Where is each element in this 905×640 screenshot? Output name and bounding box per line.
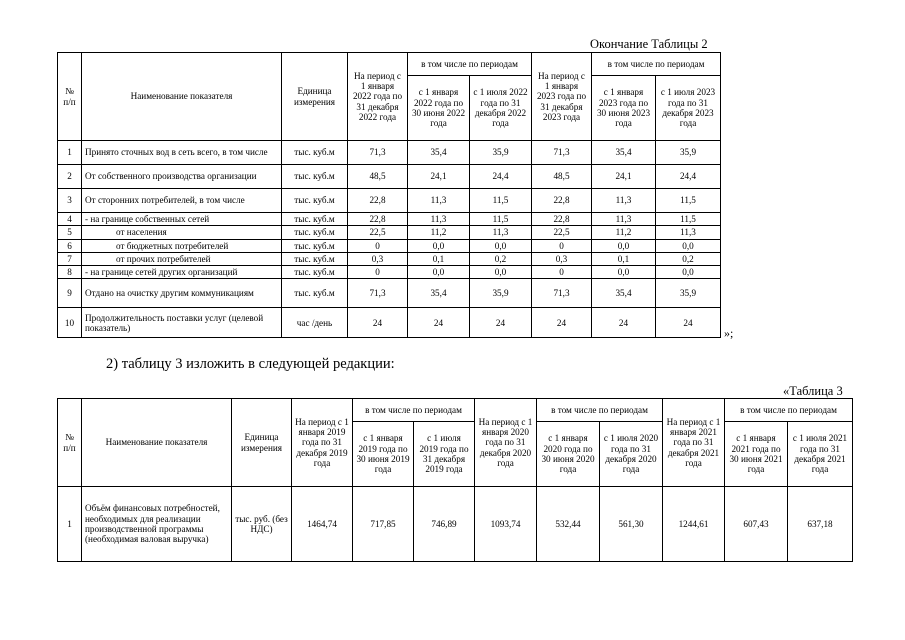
cell-value: 24 <box>532 308 592 338</box>
cell-value: 22,5 <box>348 226 408 239</box>
cell-value: 561,30 <box>600 487 663 562</box>
cell-value: 71,3 <box>348 141 408 165</box>
cell-value: 0,2 <box>656 252 721 265</box>
col-unit-header: Единица измерения <box>232 399 292 487</box>
cell-value: 35,4 <box>408 279 470 308</box>
cell-value: 24,4 <box>656 165 721 189</box>
table-row <box>58 141 721 165</box>
cell-value: 24 <box>592 308 656 338</box>
cell-value: 48,5 <box>348 165 408 189</box>
cell-value: 0,0 <box>656 266 721 279</box>
col-h1-2019-header: с 1 января 2019 года по 30 июня 2019 года <box>353 422 414 487</box>
row-unit: тыс. куб.м <box>282 266 348 279</box>
row-unit: тыс. куб.м <box>282 165 348 189</box>
cell-value: 0 <box>532 266 592 279</box>
row-name: Отдано на очистку другим коммуникациям <box>82 279 282 308</box>
row-name: от бюджетных потребителей <box>82 239 282 252</box>
row-name: - на границе сетей других организаций <box>82 266 282 279</box>
cell-value: 24,4 <box>470 165 532 189</box>
cell-value: 24,1 <box>408 165 470 189</box>
table-row <box>58 252 721 265</box>
cell-value: 11,3 <box>592 189 656 213</box>
cell-value: 0 <box>348 239 408 252</box>
cell-value: 717,85 <box>353 487 414 562</box>
row-number: 3 <box>58 189 82 213</box>
cell-value: 0,0 <box>470 266 532 279</box>
table-row <box>58 165 721 189</box>
table2-caption: Окончание Таблицы 2 <box>590 37 708 51</box>
row-name: Объём финансовых потребностей, необходимых для реализации производственной программы (необходимая валовая выручка) <box>82 487 232 562</box>
cell-value: 0,1 <box>592 252 656 265</box>
table-row <box>58 213 721 226</box>
row-number: 5 <box>58 226 82 239</box>
cell-value: 11,3 <box>470 226 532 239</box>
cell-value: 22,8 <box>532 213 592 226</box>
row-number: 2 <box>58 165 82 189</box>
col-period-2022-header: На период с 1 января 2022 года по 31 декабря 2022 года <box>348 53 408 141</box>
cell-value: 11,5 <box>470 213 532 226</box>
col-h2-2020-header: с 1 июля 2020 года по 31 декабря 2020 года <box>600 422 663 487</box>
row-number: 9 <box>58 279 82 308</box>
col-h1-2020-header: с 1 января 2020 года по 30 июня 2020 года <box>537 422 600 487</box>
col-period-2021-header: На период с 1 января 2021 года по 31 декабря 2021 года <box>663 399 725 487</box>
row-name: - на границе собственных сетей <box>82 213 282 226</box>
table-row <box>58 226 721 239</box>
row-name: Продолжительность поставки услуг (целевой показатель) <box>82 308 282 338</box>
col-name-header: Наименование показателя <box>82 53 282 141</box>
row-name: Принято сточных вод в сеть всего, в том числе <box>82 141 282 165</box>
row-number: 6 <box>58 239 82 252</box>
cell-value: 0,0 <box>408 239 470 252</box>
cell-value: 71,3 <box>532 279 592 308</box>
cell-value: 1093,74 <box>475 487 537 562</box>
col-h1-2022-header: с 1 января 2022 года по 30 июня 2022 года <box>408 76 470 141</box>
cell-value: 0,0 <box>408 266 470 279</box>
table-row <box>58 487 853 562</box>
row-unit: тыс. куб.м <box>282 252 348 265</box>
cell-value: 746,89 <box>414 487 475 562</box>
row-unit: тыс. куб.м <box>282 226 348 239</box>
cell-value: 607,43 <box>725 487 788 562</box>
row-number: 8 <box>58 266 82 279</box>
closing-quote-mark: »; <box>724 326 734 340</box>
col-h2-2023-header: с 1 июля 2023 года по 31 декабря 2023 года <box>656 76 721 141</box>
cell-value: 11,3 <box>408 189 470 213</box>
cell-value: 22,5 <box>532 226 592 239</box>
cell-value: 24 <box>470 308 532 338</box>
row-unit: тыс. куб.м <box>282 213 348 226</box>
cell-value: 24 <box>656 308 721 338</box>
cell-value: 71,3 <box>532 141 592 165</box>
row-number: 10 <box>58 308 82 338</box>
row-number: 1 <box>58 487 82 562</box>
col-h1-2023-header: с 1 января 2023 года по 30 июня 2023 года <box>592 76 656 141</box>
table-row <box>58 189 721 213</box>
cell-value: 532,44 <box>537 487 600 562</box>
cell-value: 0,0 <box>656 239 721 252</box>
col-including-2022-header: в том числе по периодам <box>408 53 532 76</box>
table-row <box>58 279 721 308</box>
cell-value: 24,1 <box>592 165 656 189</box>
col-period-2019-header: На период с 1 января 2019 года по 31 декабря 2019 года <box>292 399 353 487</box>
row-number: 1 <box>58 141 82 165</box>
cell-value: 35,9 <box>470 279 532 308</box>
cell-value: 0,0 <box>592 266 656 279</box>
cell-value: 0,2 <box>470 252 532 265</box>
row-number: 4 <box>58 213 82 226</box>
cell-value: 22,8 <box>348 189 408 213</box>
cell-value: 0,3 <box>348 252 408 265</box>
row-name: От собственного производства организации <box>82 165 282 189</box>
cell-value: 35,9 <box>656 141 721 165</box>
cell-value: 1464,74 <box>292 487 353 562</box>
table3-caption: «Таблица 3 <box>783 384 843 398</box>
row-unit: тыс. руб. (без НДС) <box>232 487 292 562</box>
cell-value: 22,8 <box>532 189 592 213</box>
cell-value: 11,5 <box>470 189 532 213</box>
row-unit: час /день <box>282 308 348 338</box>
cell-value: 0,1 <box>408 252 470 265</box>
row-unit: тыс. куб.м <box>282 141 348 165</box>
cell-value: 11,3 <box>656 226 721 239</box>
cell-value: 0,0 <box>592 239 656 252</box>
row-name: от населения <box>82 226 282 239</box>
cell-value: 637,18 <box>788 487 853 562</box>
col-h2-2021-header: с 1 июля 2021 года по 31 декабря 2021 года <box>788 422 853 487</box>
table-row <box>58 239 721 252</box>
col-unit-header: Единица измерения <box>282 53 348 141</box>
col-num-header: № п/п <box>58 399 82 487</box>
col-including-2020-header: в том числе по периодам <box>537 399 663 422</box>
row-name: от прочих потребителей <box>82 252 282 265</box>
cell-value: 35,4 <box>592 279 656 308</box>
cell-value: 11,3 <box>592 213 656 226</box>
cell-value: 11,5 <box>656 213 721 226</box>
table2 <box>57 52 721 338</box>
cell-value: 35,9 <box>656 279 721 308</box>
cell-value: 35,9 <box>470 141 532 165</box>
row-unit: тыс. куб.м <box>282 239 348 252</box>
cell-value: 11,5 <box>656 189 721 213</box>
col-h1-2021-header: с 1 января 2021 года по 30 июня 2021 года <box>725 422 788 487</box>
cell-value: 1244,61 <box>663 487 725 562</box>
cell-value: 71,3 <box>348 279 408 308</box>
cell-value: 35,4 <box>408 141 470 165</box>
col-period-2023-header: На период с 1 января 2023 года по 31 декабря 2023 года <box>532 53 592 141</box>
cell-value: 11,2 <box>408 226 470 239</box>
cell-value: 0 <box>532 239 592 252</box>
cell-value: 35,4 <box>592 141 656 165</box>
col-name-header: Наименование показателя <box>82 399 232 487</box>
col-h2-2022-header: с 1 июля 2022 года по 31 декабря 2022 года <box>470 76 532 141</box>
cell-value: 0,0 <box>470 239 532 252</box>
cell-value: 24 <box>348 308 408 338</box>
cell-value: 24 <box>408 308 470 338</box>
cell-value: 11,2 <box>592 226 656 239</box>
col-period-2020-header: На период с 1 января 2020 года по 31 декабря 2020 года <box>475 399 537 487</box>
cell-value: 0,3 <box>532 252 592 265</box>
col-num-header: № п/п <box>58 53 82 141</box>
row-name: От сторонних потребителей, в том числе <box>82 189 282 213</box>
cell-value: 0 <box>348 266 408 279</box>
row-unit: тыс. куб.м <box>282 189 348 213</box>
row-unit: тыс. куб.м <box>282 279 348 308</box>
col-h2-2019-header: с 1 июля 2019 года по 31 декабря 2019 года <box>414 422 475 487</box>
cell-value: 11,3 <box>408 213 470 226</box>
row-number: 7 <box>58 252 82 265</box>
instruction-text: 2) таблицу 3 изложить в следующей редакции: <box>106 356 395 372</box>
table3 <box>57 398 853 562</box>
cell-value: 48,5 <box>532 165 592 189</box>
table-row <box>58 266 721 279</box>
col-including-2019-header: в том числе по периодам <box>353 399 475 422</box>
table-row <box>58 308 721 338</box>
cell-value: 22,8 <box>348 213 408 226</box>
col-including-2023-header: в том числе по периодам <box>592 53 721 76</box>
col-including-2021-header: в том числе по периодам <box>725 399 853 422</box>
